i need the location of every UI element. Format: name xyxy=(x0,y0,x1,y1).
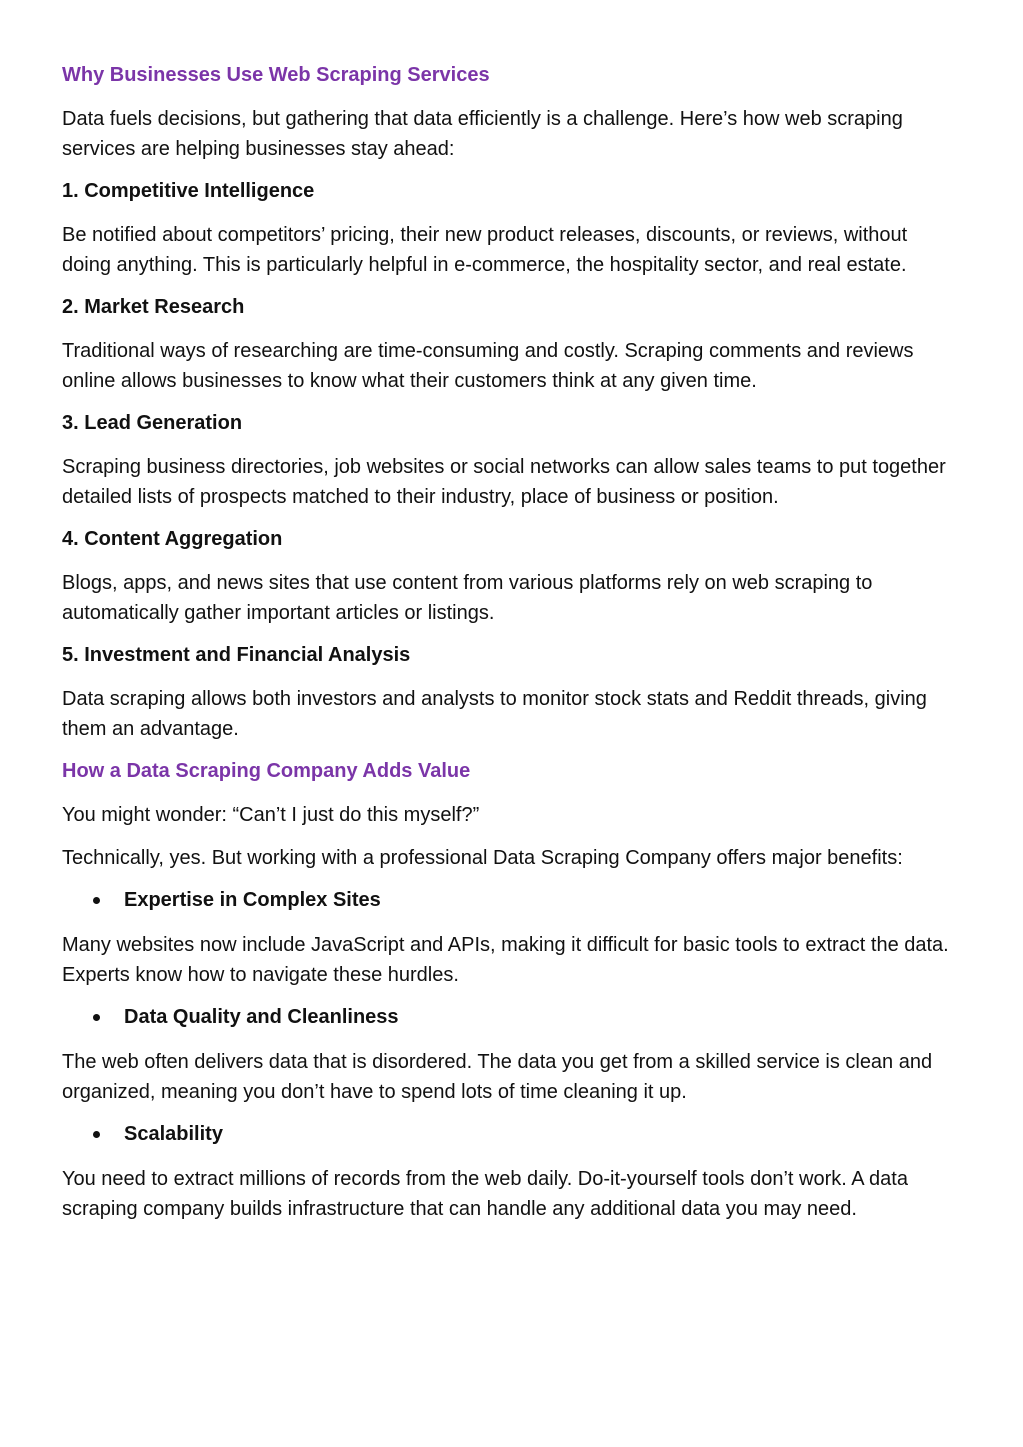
paragraph-wonder: You might wonder: “Can’t I just do this myself?” xyxy=(62,804,480,826)
bullet-title: Expertise in Complex Sites xyxy=(124,889,381,911)
intro-paragraph: Data fuels decisions, but gathering that data efficiently is a challenge. Here’s how web scraping services are helping businesses stay ahead: xyxy=(62,108,903,160)
list-item xyxy=(62,293,961,396)
paragraph-data-quality: The web often delivers data that is disordered. The data you get from a skilled service is clean and organized, meaning you don’t have to spend lots of time cleaning it up. xyxy=(62,1051,933,1103)
paragraph-competitive-intelligence: Be notified about competitors’ pricing, their new product releases, discounts, or reviews, without doing anything. This is particularly helpful in e-commerce, the hospitality sector, and real estate. xyxy=(62,224,908,276)
subheading-market-research: 2. Market Research xyxy=(62,296,245,318)
paragraph-content-aggregation: Blogs, apps, and news sites that use content from various platforms rely on web scraping to automatically gather important articles or listings. xyxy=(62,572,873,624)
section-why-businesses xyxy=(62,61,961,744)
section-how-company-adds-value xyxy=(62,757,961,1224)
subheading-content-aggregation: 4. Content Aggregation xyxy=(62,528,283,550)
bullet-title: Scalability xyxy=(124,1123,223,1145)
subheading-investment-analysis: 5. Investment and Financial Analysis xyxy=(62,644,411,666)
section-heading: How a Data Scraping Company Adds Value xyxy=(62,760,471,782)
paragraph-market-research: Traditional ways of researching are time-consuming and costly. Scraping comments and reviews online allows businesses to know what their customers think at any given time. xyxy=(62,340,914,392)
paragraph-scalability: You need to extract millions of records from the web daily. Do-it-yourself tools don’t work. A data scraping company builds infrastructure that can handle any additional data you may need. xyxy=(62,1168,908,1220)
bullet-title: Data Quality and Cleanliness xyxy=(124,1006,399,1028)
subheading-lead-generation: 3. Lead Generation xyxy=(62,412,243,434)
bullet-data-quality xyxy=(62,1003,961,1031)
bullet-dot-icon xyxy=(93,897,100,904)
bullet-dot-icon xyxy=(93,1131,100,1138)
bullet-scalability xyxy=(62,1120,961,1148)
subheading-competitive-intelligence: 1. Competitive Intelligence xyxy=(62,180,315,202)
paragraph-lead-generation: Scraping business directories, job websites or social networks can allow sales teams to put together detailed lists of prospects matched to their industry, place of business or position. xyxy=(62,456,946,508)
bullet-item xyxy=(62,1120,961,1224)
bullet-expertise xyxy=(62,886,961,914)
bullet-item xyxy=(62,886,961,990)
paragraph-expertise: Many websites now include JavaScript and APIs, making it difficult for basic tools to extract the data. Experts know how to navigate these hurdles. xyxy=(62,934,949,986)
paragraph-technically: Technically, yes. But working with a professional Data Scraping Company offers major benefits: xyxy=(62,847,903,869)
list-item xyxy=(62,409,961,512)
list-item xyxy=(62,641,961,744)
bullet-item xyxy=(62,1003,961,1107)
bullet-dot-icon xyxy=(93,1014,100,1021)
paragraph-investment-analysis: Data scraping allows both investors and analysts to monitor stock stats and Reddit threads, giving them an advantage. xyxy=(62,688,927,740)
list-item xyxy=(62,177,961,280)
section-heading: Why Businesses Use Web Scraping Services xyxy=(62,64,490,86)
list-item xyxy=(62,525,961,628)
